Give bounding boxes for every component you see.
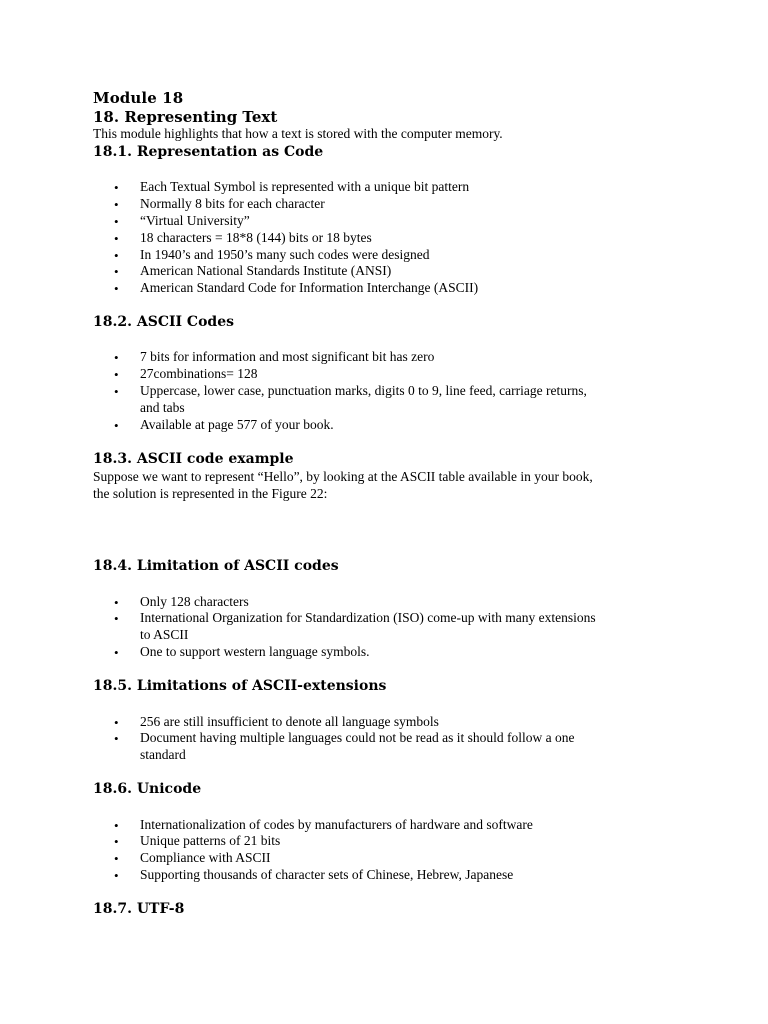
bullet-glyph: • (114, 367, 119, 382)
list-item: 7 bits for information and most significant bit has zero (140, 349, 435, 364)
section-title: 18. Representing Text (93, 108, 278, 126)
heading-18-6: 18.6. Unicode (93, 781, 202, 797)
list-item: International Organization for Standardization (ISO) come-up with many extensions (140, 610, 596, 625)
list-item: Internationalization of codes by manufacturers of hardware and software (140, 817, 533, 832)
paragraph-line: Suppose we want to represent “Hello”, by looking at the ASCII table available in your book, (93, 469, 593, 484)
list-item: American National Standards Institute (ANSI) (140, 263, 392, 278)
bullet-glyph: • (114, 611, 119, 626)
heading-18-1: 18.1. Representation as Code (93, 144, 324, 160)
list-item: Available at page 577 of your book. (140, 417, 334, 432)
bullet-glyph: • (114, 214, 119, 229)
intro-text: This module highlights that how a text is stored with the computer memory. (93, 126, 503, 141)
heading-18-2: 18.2. ASCII Codes (93, 314, 234, 330)
list-item: Normally 8 bits for each character (140, 196, 325, 211)
list-item: Unique patterns of 21 bits (140, 833, 281, 848)
list-item: Supporting thousands of character sets of Chinese, Hebrew, Japanese (140, 867, 514, 882)
list-item: 27combinations= 128 (140, 366, 258, 381)
list-item: Each Textual Symbol is represented with a unique bit pattern (140, 179, 470, 194)
list-item: In 1940’s and 1950’s many such codes were designed (140, 247, 430, 262)
bullet-glyph: • (114, 595, 119, 610)
module-title: Module 18 (93, 89, 184, 107)
list-item: Only 128 characters (140, 594, 249, 609)
list-item-continuation: to ASCII (140, 627, 189, 642)
bullet-glyph: • (114, 418, 119, 433)
list-item: American Standard Code for Information Interchange (ASCII) (140, 280, 479, 295)
paragraph-line: the solution is represented in the Figure 22: (93, 486, 328, 501)
bullet-glyph: • (114, 645, 119, 660)
bullet-glyph: • (114, 350, 119, 365)
heading-18-5: 18.5. Limitations of ASCII-extensions (93, 678, 387, 694)
list-item: One to support western language symbols. (140, 644, 370, 659)
bullet-glyph: • (114, 281, 119, 296)
bullet-glyph: • (114, 851, 119, 866)
heading-18-3: 18.3. ASCII code example (93, 451, 294, 467)
bullet-glyph: • (114, 818, 119, 833)
heading-18-7: 18.7. UTF-8 (93, 901, 185, 917)
bullet-glyph: • (114, 731, 119, 746)
list-item: Compliance with ASCII (140, 850, 271, 865)
bullet-glyph: • (114, 384, 119, 399)
bullet-glyph: • (114, 834, 119, 849)
bullet-glyph: • (114, 231, 119, 246)
bullet-glyph: • (114, 248, 119, 263)
list-item: Uppercase, lower case, punctuation marks, digits 0 to 9, line feed, carriage returns, (140, 383, 587, 398)
list-item-continuation: standard (140, 747, 186, 762)
list-item: Document having multiple languages could not be read as it should follow a one (140, 730, 575, 745)
list-item: “Virtual University” (140, 213, 250, 228)
bullet-glyph: • (114, 180, 119, 195)
list-item-continuation: and tabs (140, 400, 185, 415)
bullet-glyph: • (114, 868, 119, 883)
list-item: 18 characters = 18*8 (144) bits or 18 bytes (140, 230, 372, 245)
bullet-glyph: • (114, 264, 119, 279)
heading-18-4: 18.4. Limitation of ASCII codes (93, 558, 339, 574)
list-item: 256 are still insufficient to denote all language symbols (140, 714, 439, 729)
bullet-glyph: • (114, 197, 119, 212)
bullet-glyph: • (114, 715, 119, 730)
